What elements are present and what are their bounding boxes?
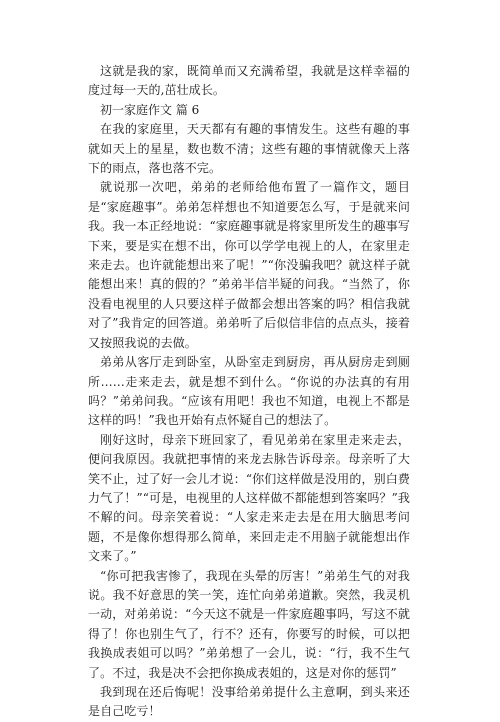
essay-heading: 初一家庭作文 篇 6 xyxy=(100,102,200,117)
paragraph-walking: 弟弟从客厅走到卧室，从卧室走到厨房，再从厨房走到厕所……走来走去，就是想不到什么。“你说的办法真的有用吗？”弟弟问我。“应该有用吧！我也不知道，电视上不都是这样的吗！”我也开始有点怀疑自己的想法了。 xyxy=(88,355,410,428)
paragraph-apology: “你可把我害惨了，我现在头晕的厉害！”弟弟生气的对我说。我不好意思的笑一笑，连忙向弟弟道歉。突然，我灵机一动，对弟弟说：“今天这不就是一件家庭趣事吗，写这不就得了！你也别生气了，行不？还有，你要写的时候，可以把我换成表姐可以吗？”弟弟想了一会儿，说：“行，我不生气了。不过，我是决不会把你换成表姐的，这是对你的惩罚” xyxy=(88,568,410,680)
paragraph-intro: 在我的家庭里，天天都有有趣的事情发生。这些有趣的事就如天上的星星，数也数不清；这些有趣的事情就像天上落下的雨点，落也落不完。 xyxy=(88,122,410,176)
paragraph-mother: 刚好这时，母亲下班回家了，看见弟弟在家里走来走去，便问我原因。我就把事情的来龙去脉告诉母亲。母亲听了大笑不止，过了好一会儿才说：“你们这样做是没用的，别白费力气了！”“可是，电视里的人这样做不都能想到答案吗？”我不解的问。母亲笑着说：“人家走来走去是在用大脑思考问题，不是像你想得那么简单，来回走走不用脑子就能想出作文来了。” xyxy=(88,432,410,564)
paragraph-homework: 就说那一次吧，弟弟的老师给他布置了一篇作文，题目是“家庭趣事”。弟弟怎样想也不知道要怎么写，于是就来问我。我一本正经地说：“家庭趣事就是将家里所发生的趣事写下来，要是实在想不出，你可以学学电视上的人，在家里走来走去。也许就能想出来了呢！”“你没骗我吧？就这样子就能想出来！真的假的？”弟弟半信半疑的问我。“当然了，你没看电视里的人只要这样子做都会想出答案的吗？相信我就对了”我肯定的回答道。弟弟听了后似信非信的点点头，接着又按照我说的去做。 xyxy=(88,180,410,350)
paragraph-closing-previous: 这就是我的家，既简单而又充满希望，我就是这样幸福的度过每一天的,茁壮成长。 xyxy=(88,64,410,98)
essay-body xyxy=(88,62,410,722)
paragraph-regret: 我到现在还后悔呢！没事给弟弟提什么主意啊，到头来还是自己吃亏！ xyxy=(88,685,410,719)
